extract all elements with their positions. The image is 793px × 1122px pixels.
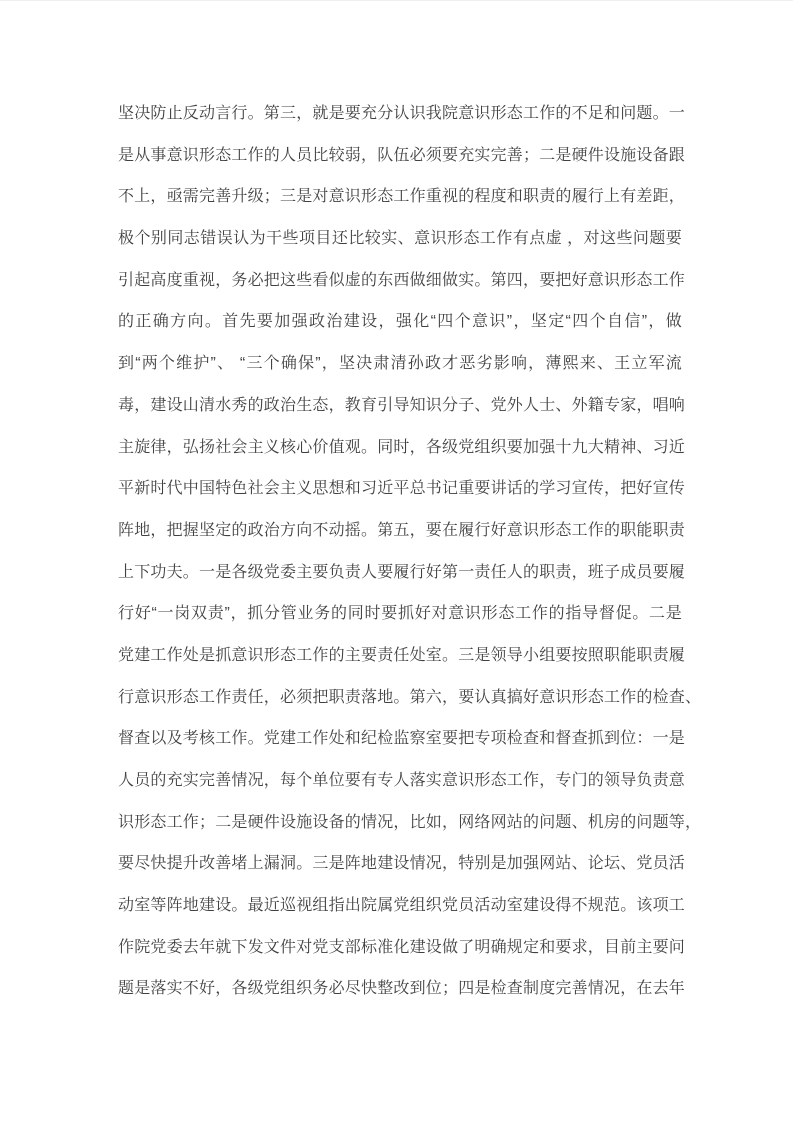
text-line: 上下功夫。一是各级党委主要负责人要履行好第一责任人的职责，班子成员要履 (118, 563, 686, 581)
document-body (118, 93, 702, 1010)
text-line: 人员的充实完善情况，每个单位要有专人落实意识形态工作，专门的领导负责意 (118, 772, 686, 789)
text-line: 题是落实不好，各级党组织务必尽快整改到位；四是检查制度完善情况，在去年 (118, 980, 686, 998)
text-line: 识形态工作；二是硬件设施设备的情况，比如，网络网站的问题、机房的问题等， (118, 813, 702, 831)
text-line: 极个别同志错误认为干些项目还比较实、意识形态工作有点虚 ，对这些问题要 (118, 230, 682, 248)
text-line: 阵地，把握坚定的政治方向不动摇。第五，要在履行好意识形态工作的职能职责 (118, 521, 686, 539)
text-line: 党建工作处是抓意识形态工作的主要责任处室。三是领导小组要按照职能职责履 (118, 646, 686, 664)
text-line: 不上，亟需完善升级；三是对意识形态工作重视的程度和职责的履行上有差距， (118, 188, 686, 206)
text-line: 是从事意识形态工作的人员比较弱，队伍必须要充实完善；二是硬件设施设备跟 (118, 146, 686, 164)
text-line: 督查以及考核工作。党建工作处和纪检监察室要把专项检查和督查抓到位：一是 (118, 730, 686, 748)
text-line: 平新时代中国特色社会主义思想和习近平总书记重要讲话的学习宣传，把好宣传 (118, 480, 686, 498)
text-line: 主旋律，弘扬社会主义核心价值观。同时，各级党组织要加强十九大精神、习近 (118, 438, 686, 456)
text-line: 到“两个维护”、 “三个确保”，坚决肃清孙政才恶劣影响，薄熙来、王立军流 (118, 355, 682, 373)
text-line: 作院党委去年就下发文件对党支部标准化建设做了明确规定和要求，目前主要问 (118, 938, 686, 956)
text-line: 行好“一岗双责”，抓分管业务的同时要抓好对意识形态工作的指导督促。二是 (118, 605, 682, 623)
text-line: 引起高度重视，务必把这些看似虚的东西做细做实。第四，要把好意识形态工作 (118, 271, 686, 289)
text-line: 坚决防止反动言行。第三，就是要充分认识我院意识形态工作的不足和问题。一 (118, 105, 686, 122)
text-line: 要尽快提升改善堵上漏洞。三是阵地建设情况，特别是加强网站、论坛、党员活 (118, 855, 686, 873)
text-line: 的正确方向。首先要加强政治建设，强化“四个意识”，坚定“四个自信”，做 (118, 313, 682, 331)
text-line: 动室等阵地建设。最近巡视组指出院属党组织党员活动室建设得不规范。该项工 (118, 897, 686, 915)
text-line: 毒，建设山清水秀的政治生态，教育引导知识分子、党外人士、外籍专家，唱响 (118, 396, 686, 414)
text-line: 行意识形态工作责任，必须把职责落地。第六，要认真搞好意识形态工作的检查、 (118, 688, 702, 706)
